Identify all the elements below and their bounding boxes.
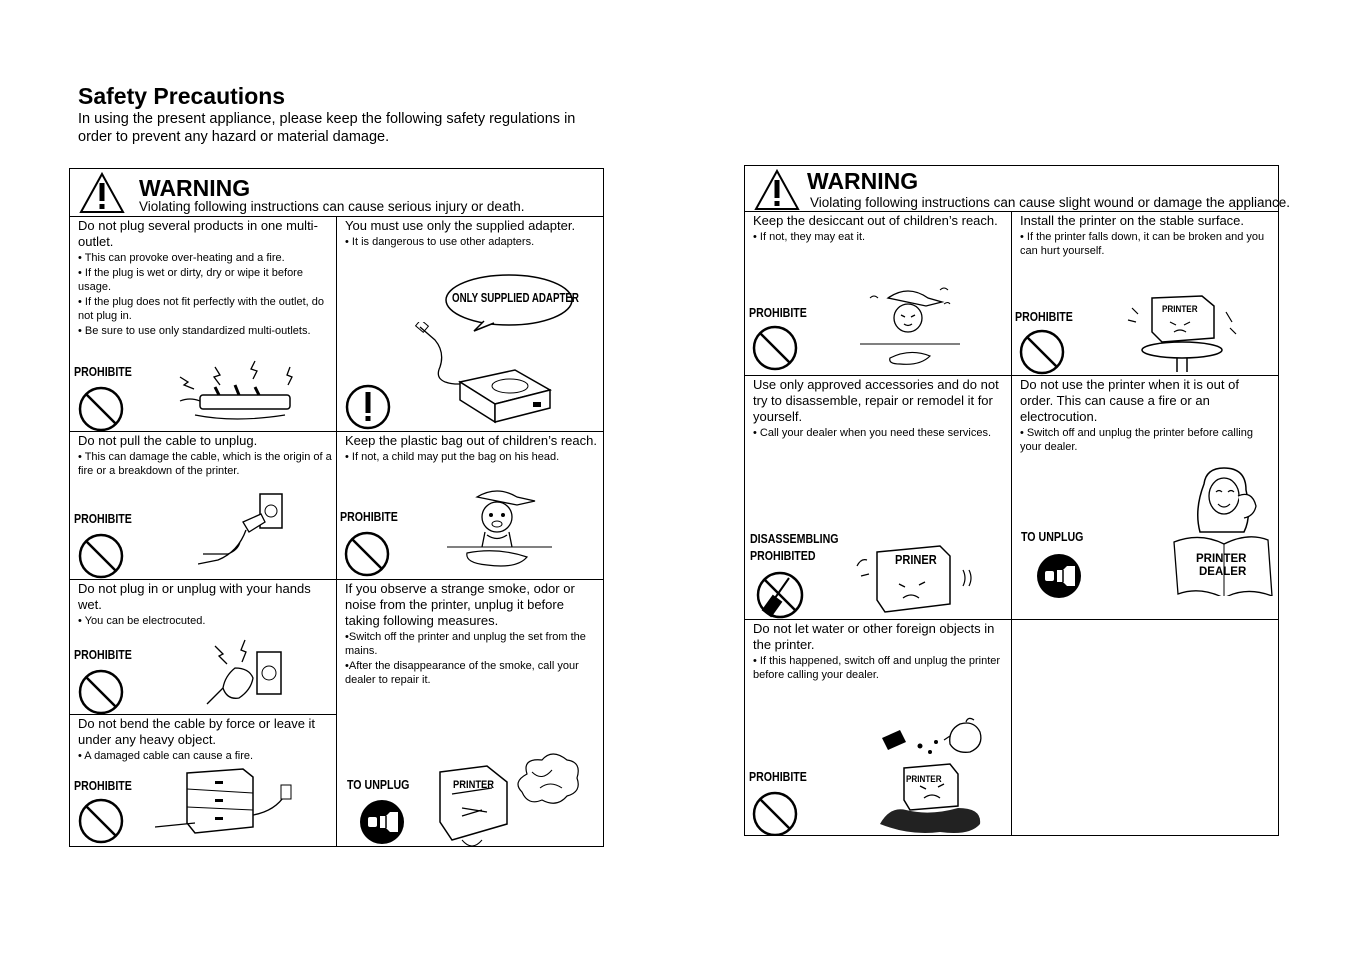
precaution-note: • You can be electrocuted. [78, 615, 206, 627]
warning-header [745, 166, 1291, 212]
precaution-note: •Switch off the printer and unplug the set from the mains. [345, 631, 586, 657]
empty-cell [1012, 620, 1278, 835]
dealer-label: PRINTER [1196, 553, 1247, 565]
symbol-label: PROHIBITED [750, 549, 816, 563]
symbol-label: TO UNPLUG [347, 778, 410, 792]
precaution-title: Do not bend the cable by force or leave it under any heavy object. [78, 716, 316, 747]
precaution-title: Install the printer on the stable surface. [1020, 213, 1245, 228]
precaution-cell [70, 580, 337, 715]
precaution-title: If you observe a strange smoke, odor or noise from the printer, unplug it before taking following measures. [345, 581, 575, 628]
bent-cable-illustration [155, 765, 305, 841]
warning-heading: WARNING [139, 175, 251, 201]
precaution-title: Keep the plastic bag out of children’s reach. [345, 433, 597, 448]
warning-header [70, 169, 603, 217]
precaution-note: • If the plug does not fit perfectly with the outlet, do not plug in. [78, 296, 324, 322]
symbol-label: PROHIBITE [749, 306, 807, 320]
precaution-note: • If not, they may eat it. [753, 231, 866, 243]
precaution-cell [70, 715, 337, 847]
precaution-title: Do not plug several products in one multi-outlet. [78, 218, 318, 249]
adapter-illustration [415, 322, 555, 432]
precaution-note: • If this happened, switch off and unplug the printer before calling your dealer. [753, 655, 1001, 681]
precaution-cell [70, 432, 337, 580]
multi-outlet-illustration [175, 357, 305, 429]
prohibited-icon [77, 385, 125, 432]
precaution-note: • Call your dealer when you need these services. [753, 427, 992, 439]
warning-triangle-icon [753, 168, 801, 212]
symbol-label: PROHIBITE [340, 510, 398, 524]
precaution-cell [337, 432, 603, 580]
precaution-title: Keep the desiccant out of children’s reach. [753, 213, 998, 228]
precaution-title: Do not pull the cable to unplug. [78, 433, 258, 448]
symbol-label: PROHIBITE [749, 770, 807, 784]
warning-triangle-icon [78, 171, 126, 215]
warning-panel-slight [744, 165, 1291, 836]
symbol-label: PROHIBITE [1015, 310, 1073, 324]
bubble-text: ONLY SUPPLIED ADAPTER [452, 290, 579, 305]
precaution-note: • It is dangerous to use other adapters. [345, 236, 535, 248]
warning-heading: WARNING [807, 168, 919, 194]
symbol-label: PROHIBITE [74, 648, 132, 662]
precaution-title: Use only approved accessories and do not try to disassemble, repair or remodel it for yourself. [753, 377, 999, 424]
unplug-icon [358, 798, 406, 846]
unplug-icon [1035, 552, 1083, 600]
symbol-label: DISASSEMBLING [750, 532, 839, 546]
precaution-title: Do not use the printer when it is out of order. This can cause a fire or an electrocution. [1020, 377, 1239, 424]
prohibited-icon [751, 790, 799, 835]
symbol-label: PROHIBITE [74, 365, 132, 379]
precaution-note: • This can damage the cable, which is the origin of a fire or a breakdown of the printer. [78, 451, 332, 477]
precaution-cell [1012, 376, 1278, 620]
precaution-note: • A damaged cable can cause a fire. [78, 750, 254, 762]
child-plastic-bag-illustration [447, 487, 557, 577]
symbol-label: PROHIBITE [74, 779, 132, 793]
prohibited-icon [751, 324, 799, 372]
precaution-title: You must use only the supplied adapter. [345, 218, 576, 233]
intro-text: In using the present appliance, please keep the following safety regulations in order to prevent any hazard or material damage. [78, 111, 576, 145]
precaution-note: • Be sure to use only standardized multi-outlets. [78, 325, 311, 337]
prohibited-icon [343, 530, 391, 578]
precaution-title: Do not let water or other foreign objects in the printer. [753, 621, 995, 652]
dealer-label: DEALER [1199, 566, 1247, 578]
precaution-cell [70, 217, 337, 432]
precaution-cell [745, 376, 1012, 620]
warning-subheading: Violating following instructions can cause slight wound or damage the appliance. [810, 195, 1291, 210]
smoking-printer-illustration [432, 752, 582, 847]
precaution-title: Do not plug in or unplug with your hands wet. [78, 581, 311, 612]
prohibited-icon [77, 532, 125, 580]
warning-subheading: Violating following instructions can cause serious injury or death. [139, 199, 525, 214]
precaution-note: • If the plug is wet or dirty, dry or wipe it before usage. [78, 267, 303, 293]
symbol-label: TO UNPLUG [1021, 530, 1084, 544]
no-screwdriver-icon [755, 570, 805, 620]
page-title: Safety Precautions [78, 83, 286, 109]
printer-label: PRINER [895, 552, 937, 567]
precaution-cell [745, 620, 1012, 835]
prohibited-icon [77, 797, 125, 845]
printer-label: PRINTER [453, 779, 495, 791]
symbol-label: PROHIBITE [74, 512, 132, 526]
wet-hands-plug-illustration [205, 638, 285, 710]
precaution-cell [1012, 212, 1278, 376]
precaution-note: • If not, a child may put the bag on his head. [345, 451, 560, 463]
precaution-cell [745, 212, 1012, 376]
unplug-cable-illustration [198, 492, 288, 572]
printer-label: PRINTER [906, 774, 942, 784]
precaution-cell [337, 217, 603, 432]
precaution-note: • Switch off and unplug the printer before calling your dealer. [1020, 427, 1253, 453]
prohibited-icon [1018, 328, 1066, 376]
precaution-note: • This can provoke over-heating and a fire. [78, 252, 285, 264]
precaution-note: •After the disappearance of the smoke, call your dealer to repair it. [345, 660, 579, 686]
precaution-note: • If the printer falls down, it can be broken and you can hurt yourself. [1020, 231, 1265, 257]
child-desiccant-illustration [860, 282, 960, 372]
prohibited-icon [77, 668, 125, 715]
warning-panel-serious [69, 168, 604, 847]
exclamation-icon [344, 383, 392, 431]
printer-label: PRINTER [1162, 304, 1198, 314]
precaution-cell [337, 580, 603, 847]
